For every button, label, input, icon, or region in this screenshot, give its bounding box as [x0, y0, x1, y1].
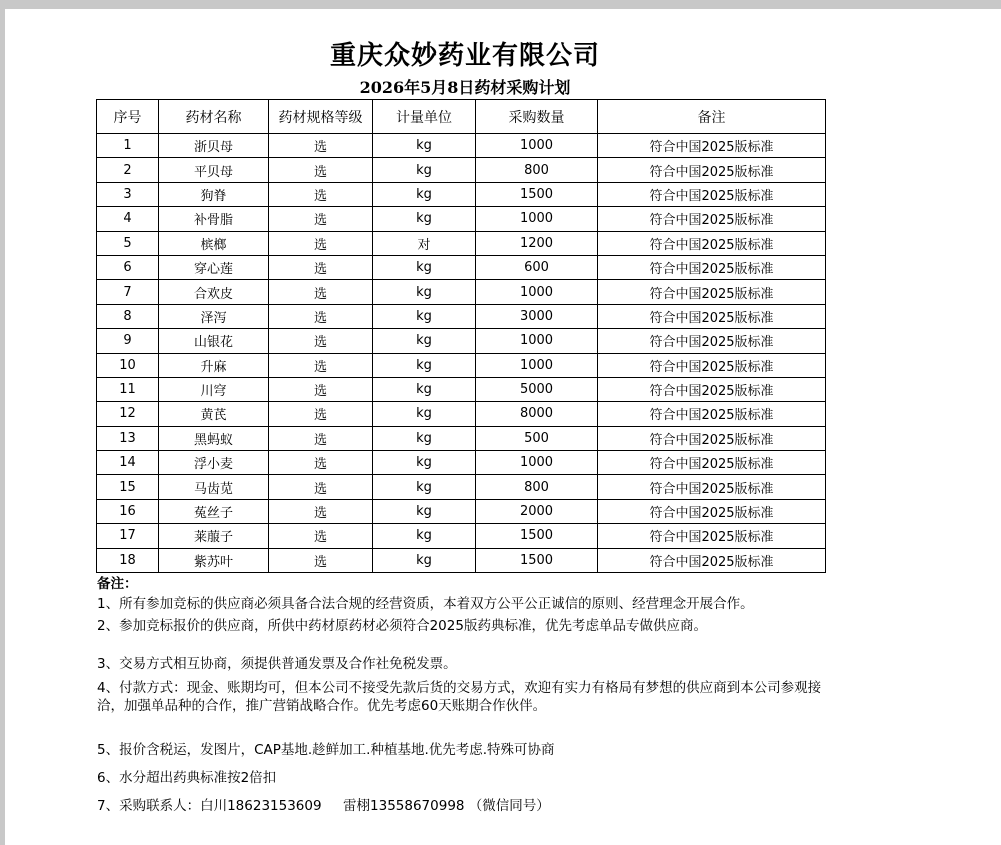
- herb-name-cell: 马齿苋: [159, 475, 269, 499]
- row-number-cell: 10: [97, 353, 159, 377]
- table-row: [97, 304, 826, 328]
- purchase-plan-table: [96, 99, 826, 573]
- row-number-cell: 4: [97, 207, 159, 231]
- grade-cell: 选: [269, 134, 373, 158]
- grade-cell: 选: [269, 329, 373, 353]
- remark-cell: 符合中国2025版标准: [598, 402, 826, 426]
- document-subtitle: 2026年5月8日药材采购计划: [359, 78, 571, 97]
- grade-cell: 选: [269, 499, 373, 523]
- unit-cell: kg: [373, 158, 476, 182]
- herb-name-cell: 黑蚂蚁: [159, 426, 269, 450]
- remark-cell: 符合中国2025版标准: [598, 475, 826, 499]
- column-header: 采购数量: [476, 100, 598, 134]
- notes-section: [97, 575, 837, 815]
- table-row: [97, 207, 826, 231]
- herb-name-cell: 穿心莲: [159, 255, 269, 279]
- grade-cell: 选: [269, 353, 373, 377]
- note-item-6: 6、水分超出药典标准按2倍扣: [97, 770, 277, 786]
- grade-cell: 选: [269, 304, 373, 328]
- quantity-cell: 1500: [476, 524, 598, 548]
- grade-cell: 选: [269, 182, 373, 206]
- remark-cell: 符合中国2025版标准: [598, 158, 826, 182]
- remark-cell: 符合中国2025版标准: [598, 377, 826, 401]
- unit-cell: kg: [373, 524, 476, 548]
- remark-cell: 符合中国2025版标准: [598, 329, 826, 353]
- unit-cell: kg: [373, 182, 476, 206]
- remark-cell: 符合中国2025版标准: [598, 524, 826, 548]
- herb-name-cell: 莱菔子: [159, 524, 269, 548]
- row-number-cell: 9: [97, 329, 159, 353]
- herb-name-cell: 菟丝子: [159, 499, 269, 523]
- row-number-cell: 7: [97, 280, 159, 304]
- herb-name-cell: 升麻: [159, 353, 269, 377]
- note-item-4: 4、付款方式：现金、账期均可，但本公司不接受先款后货的交易方式，欢迎有实力有格局有梦想的供应商到本公司参观接洽，加强单品种的合作，推广营销战略合作。优先考虑60天账期合作伙伴。: [97, 680, 822, 714]
- table-row: [97, 134, 826, 158]
- notes-heading: 备注：: [97, 576, 138, 592]
- remark-cell: 符合中国2025版标准: [598, 280, 826, 304]
- grade-cell: 选: [269, 280, 373, 304]
- table-row: [97, 329, 826, 353]
- grade-cell: 选: [269, 402, 373, 426]
- row-number-cell: 13: [97, 426, 159, 450]
- herb-name-cell: 泽泻: [159, 304, 269, 328]
- document-title: 重庆众妙药业有限公司: [329, 41, 600, 71]
- grade-cell: 选: [269, 377, 373, 401]
- table-row: [97, 499, 826, 523]
- unit-cell: kg: [373, 475, 476, 499]
- herb-name-cell: 合欢皮: [159, 280, 269, 304]
- table-row: [97, 548, 826, 572]
- document-page: [5, 9, 1001, 845]
- row-number-cell: 1: [97, 134, 159, 158]
- table-row: [97, 524, 826, 548]
- column-header: 备注: [598, 100, 826, 134]
- unit-cell: kg: [373, 548, 476, 572]
- note-item-2: 2、参加竞标报价的供应商，所供中药材原药材必须符合2025版药典标准，优先考虑单品专做供应商。: [97, 618, 707, 634]
- grade-cell: 选: [269, 451, 373, 475]
- unit-cell: kg: [373, 353, 476, 377]
- herb-name-cell: 紫苏叶: [159, 548, 269, 572]
- unit-cell: kg: [373, 426, 476, 450]
- table-header-row: [97, 100, 826, 134]
- row-number-cell: 18: [97, 548, 159, 572]
- quantity-cell: 1000: [476, 353, 598, 377]
- remark-cell: 符合中国2025版标准: [598, 353, 826, 377]
- herb-name-cell: 浮小麦: [159, 451, 269, 475]
- unit-cell: kg: [373, 377, 476, 401]
- row-number-cell: 17: [97, 524, 159, 548]
- unit-cell: kg: [373, 499, 476, 523]
- unit-cell: kg: [373, 329, 476, 353]
- column-header: 序号: [97, 100, 159, 134]
- grade-cell: 选: [269, 231, 373, 255]
- herb-name-cell: 补骨脂: [159, 207, 269, 231]
- column-header: 药材规格等级: [269, 100, 373, 134]
- remark-cell: 符合中国2025版标准: [598, 499, 826, 523]
- unit-cell: kg: [373, 207, 476, 231]
- row-number-cell: 16: [97, 499, 159, 523]
- herb-name-cell: 平贝母: [159, 158, 269, 182]
- quantity-cell: 800: [476, 158, 598, 182]
- unit-cell: kg: [373, 451, 476, 475]
- column-header: 药材名称: [159, 100, 269, 134]
- herb-name-cell: 狗脊: [159, 182, 269, 206]
- quantity-cell: 8000: [476, 402, 598, 426]
- quantity-cell: 600: [476, 255, 598, 279]
- remark-cell: 符合中国2025版标准: [598, 134, 826, 158]
- grade-cell: 选: [269, 524, 373, 548]
- unit-cell: 对: [373, 231, 476, 255]
- table-row: [97, 475, 826, 499]
- grade-cell: 选: [269, 158, 373, 182]
- table-row: [97, 426, 826, 450]
- quantity-cell: 3000: [476, 304, 598, 328]
- table-row: [97, 353, 826, 377]
- herb-name-cell: 川穹: [159, 377, 269, 401]
- row-number-cell: 3: [97, 182, 159, 206]
- table-body: [97, 134, 826, 573]
- quantity-cell: 1000: [476, 207, 598, 231]
- row-number-cell: 12: [97, 402, 159, 426]
- note-item-1: 1、所有参加竞标的供应商必须具备合法合规的经营资质，本着双方公平公正诚信的原则、经营理念开展合作。: [97, 596, 754, 612]
- grade-cell: 选: [269, 255, 373, 279]
- remark-cell: 符合中国2025版标准: [598, 548, 826, 572]
- unit-cell: kg: [373, 134, 476, 158]
- column-header: 计量单位: [373, 100, 476, 134]
- unit-cell: kg: [373, 304, 476, 328]
- remark-cell: 符合中国2025版标准: [598, 231, 826, 255]
- quantity-cell: 1000: [476, 451, 598, 475]
- grade-cell: 选: [269, 548, 373, 572]
- table-row: [97, 377, 826, 401]
- herb-name-cell: 槟榔: [159, 231, 269, 255]
- unit-cell: kg: [373, 402, 476, 426]
- unit-cell: kg: [373, 255, 476, 279]
- herb-name-cell: 山银花: [159, 329, 269, 353]
- note-item-3: 3、交易方式相互协商，须提供普通发票及合作社免税发票。: [97, 656, 457, 672]
- remark-cell: 符合中国2025版标准: [598, 182, 826, 206]
- quantity-cell: 1000: [476, 134, 598, 158]
- quantity-cell: 1000: [476, 280, 598, 304]
- quantity-cell: 500: [476, 426, 598, 450]
- remark-cell: 符合中国2025版标准: [598, 426, 826, 450]
- quantity-cell: 2000: [476, 499, 598, 523]
- remark-cell: 符合中国2025版标准: [598, 207, 826, 231]
- row-number-cell: 6: [97, 255, 159, 279]
- herb-name-cell: 浙贝母: [159, 134, 269, 158]
- note-item-5: 5、报价含税运，发图片，CAP基地.趁鲜加工.种植基地.优先考虑.特殊可协商: [97, 742, 555, 758]
- unit-cell: kg: [373, 280, 476, 304]
- herb-name-cell: 黄芪: [159, 402, 269, 426]
- grade-cell: 选: [269, 207, 373, 231]
- table-row: [97, 231, 826, 255]
- remark-cell: 符合中国2025版标准: [598, 255, 826, 279]
- quantity-cell: 1500: [476, 182, 598, 206]
- table-row: [97, 255, 826, 279]
- remark-cell: 符合中国2025版标准: [598, 451, 826, 475]
- quantity-cell: 5000: [476, 377, 598, 401]
- quantity-cell: 1000: [476, 329, 598, 353]
- row-number-cell: 14: [97, 451, 159, 475]
- table-row: [97, 280, 826, 304]
- grade-cell: 选: [269, 475, 373, 499]
- row-number-cell: 8: [97, 304, 159, 328]
- row-number-cell: 2: [97, 158, 159, 182]
- quantity-cell: 800: [476, 475, 598, 499]
- table-row: [97, 182, 826, 206]
- table-row: [97, 402, 826, 426]
- row-number-cell: 11: [97, 377, 159, 401]
- quantity-cell: 1500: [476, 548, 598, 572]
- row-number-cell: 15: [97, 475, 159, 499]
- grade-cell: 选: [269, 426, 373, 450]
- remark-cell: 符合中国2025版标准: [598, 304, 826, 328]
- note-item-7: 7、采购联系人：白川18623153609 雷栩13558670998 （微信同号）: [97, 798, 550, 814]
- row-number-cell: 5: [97, 231, 159, 255]
- quantity-cell: 1200: [476, 231, 598, 255]
- table-row: [97, 158, 826, 182]
- table-row: [97, 451, 826, 475]
